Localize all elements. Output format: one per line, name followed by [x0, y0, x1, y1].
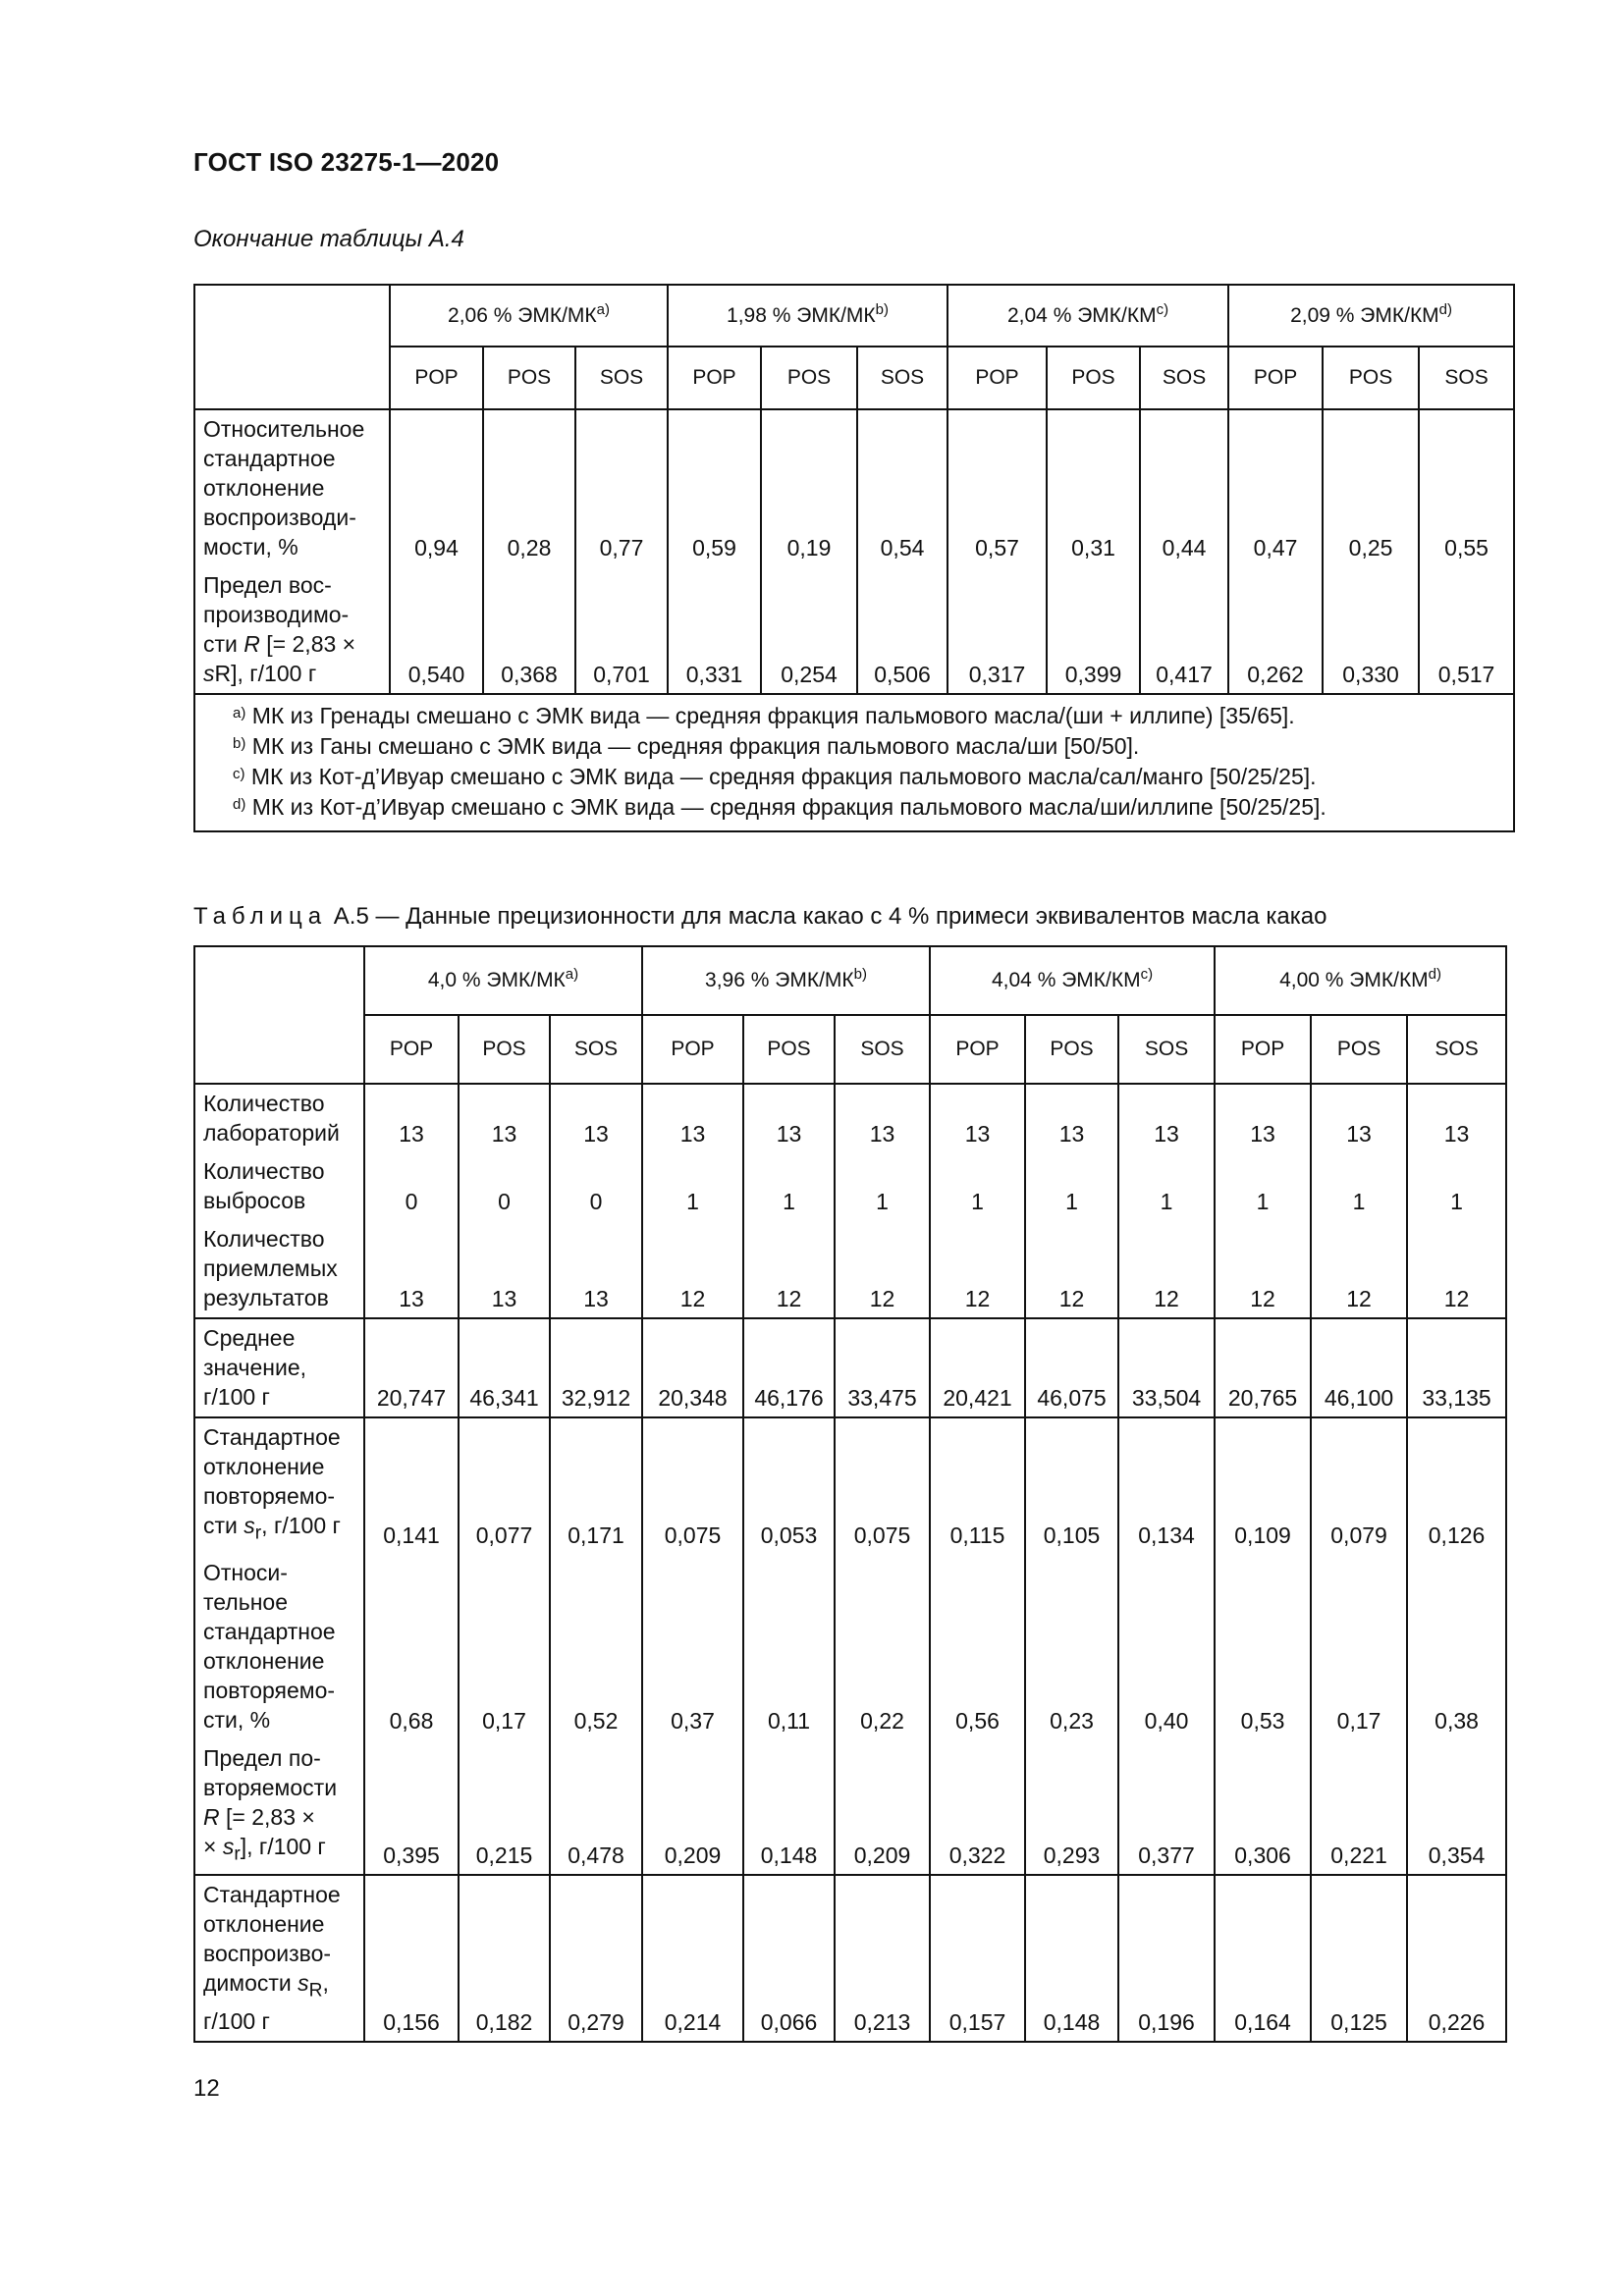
- table-a4-sub-header-row: [194, 347, 1514, 409]
- table-a4-corner-cell: [194, 285, 390, 409]
- value-cell: 0,19: [761, 409, 857, 566]
- value-cell: 0,293: [1025, 1739, 1118, 1876]
- table-a5-sub-header: POS: [1025, 1015, 1118, 1084]
- table-a4-group-header: 2,06 % ЭМК/МК$^{a)}$: [390, 285, 668, 347]
- value-cell: 12: [1407, 1220, 1506, 1318]
- value-cell: 0,213: [835, 1875, 930, 2042]
- value-cell: 0,40: [1118, 1554, 1215, 1739]
- value-cell: 0: [550, 1152, 642, 1220]
- value-cell: 46,100: [1311, 1318, 1407, 1417]
- table-a5-sub-header: SOS: [1407, 1015, 1506, 1084]
- row-label: Количество приемлемых результатов: [194, 1220, 364, 1318]
- value-cell: 13: [459, 1084, 550, 1152]
- table-a5-row: [194, 1220, 1506, 1318]
- value-cell: 13: [1311, 1084, 1407, 1152]
- table-a5-sub-header: POS: [1311, 1015, 1407, 1084]
- value-cell: 0,115: [930, 1417, 1025, 1554]
- value-cell: 0,44: [1140, 409, 1228, 566]
- value-cell: 1: [743, 1152, 835, 1220]
- value-cell: 1: [930, 1152, 1025, 1220]
- value-cell: 13: [459, 1220, 550, 1318]
- table-a5-sub-header: POP: [1215, 1015, 1311, 1084]
- value-cell: 0,157: [930, 1875, 1025, 2042]
- value-cell: 13: [550, 1084, 642, 1152]
- value-cell: 0,57: [947, 409, 1047, 566]
- value-cell: 1: [835, 1152, 930, 1220]
- value-cell: 0,075: [642, 1417, 743, 1554]
- value-cell: 0,226: [1407, 1875, 1506, 2042]
- value-cell: 13: [550, 1220, 642, 1318]
- value-cell: 0,126: [1407, 1417, 1506, 1554]
- value-cell: 13: [1118, 1084, 1215, 1152]
- footnote: $^{b)}$ МК из Ганы смешано с ЭМК вида — средняя фракция пальмового масла/ши [50/50].: [233, 733, 1140, 759]
- table-a4-sub-header: POS: [1323, 347, 1419, 409]
- value-cell: 13: [835, 1084, 930, 1152]
- value-cell: 0,182: [459, 1875, 550, 2042]
- value-cell: 20,348: [642, 1318, 743, 1417]
- value-cell: 0: [459, 1152, 550, 1220]
- value-cell: 13: [364, 1220, 459, 1318]
- value-cell: 0,56: [930, 1554, 1025, 1739]
- value-cell: 0,262: [1228, 566, 1323, 694]
- table-a4-sub-header: POP: [947, 347, 1047, 409]
- table-a5-sub-header: SOS: [550, 1015, 642, 1084]
- document-header: ГОСТ ISO 23275-1—2020: [193, 147, 500, 177]
- table-a5: [193, 945, 1507, 2043]
- value-cell: 20,765: [1215, 1318, 1311, 1417]
- table-a4-group-header: 2,04 % ЭМК/КМ$^{c)}$: [947, 285, 1228, 347]
- table-a4-sub-header: POP: [1228, 347, 1323, 409]
- value-cell: 0,317: [947, 566, 1047, 694]
- value-cell: 0,54: [857, 409, 947, 566]
- value-cell: 12: [835, 1220, 930, 1318]
- table-a5-body: [194, 1084, 1506, 2042]
- value-cell: 13: [930, 1084, 1025, 1152]
- table-a4-footnotes-row: [194, 694, 1514, 831]
- value-cell: 0,053: [743, 1417, 835, 1554]
- row-label: Относительное стандартное отклонение воспроизводи- мости, %: [194, 409, 390, 566]
- table-a5-sub-header: POP: [930, 1015, 1025, 1084]
- value-cell: 0,196: [1118, 1875, 1215, 2042]
- value-cell: 20,747: [364, 1318, 459, 1417]
- row-label: Среднее значение, г/100 г: [194, 1318, 364, 1417]
- table-a4-sub-header: SOS: [857, 347, 947, 409]
- value-cell: 0,17: [1311, 1554, 1407, 1739]
- table-a5-row: [194, 1739, 1506, 1876]
- value-cell: 0,701: [575, 566, 668, 694]
- value-cell: 0,47: [1228, 409, 1323, 566]
- value-cell: 12: [1025, 1220, 1118, 1318]
- value-cell: 33,475: [835, 1318, 930, 1417]
- value-cell: 0,37: [642, 1554, 743, 1739]
- row-label: Предел по- вторяемости R [= 2,83 × × $s_r$], г/100 г: [194, 1739, 364, 1876]
- table-a4-group-header: 1,98 % ЭМК/МК$^{b)}$: [668, 285, 947, 347]
- table-a5-sub-header: SOS: [1118, 1015, 1215, 1084]
- value-cell: 0,22: [835, 1554, 930, 1739]
- value-cell: 0,59: [668, 409, 761, 566]
- table-a4-group-header-row: [194, 285, 1514, 347]
- value-cell: 0,52: [550, 1554, 642, 1739]
- value-cell: 20,421: [930, 1318, 1025, 1417]
- value-cell: 1: [1311, 1152, 1407, 1220]
- value-cell: 0,171: [550, 1417, 642, 1554]
- value-cell: 13: [1025, 1084, 1118, 1152]
- value-cell: 12: [743, 1220, 835, 1318]
- row-label: Стандартное отклонение воспроизво- димости $s_R$, г/100 г: [194, 1875, 364, 2042]
- table-a4-sub-header: POP: [668, 347, 761, 409]
- value-cell: 0,306: [1215, 1739, 1311, 1876]
- value-cell: 12: [930, 1220, 1025, 1318]
- value-cell: 0,377: [1118, 1739, 1215, 1876]
- table-a5-row: [194, 1152, 1506, 1220]
- value-cell: 0,17: [459, 1554, 550, 1739]
- value-cell: 1: [1407, 1152, 1506, 1220]
- value-cell: 0,105: [1025, 1417, 1118, 1554]
- value-cell: 33,504: [1118, 1318, 1215, 1417]
- footnote: $^{a)}$ МК из Гренады смешано с ЭМК вида — средняя фракция пальмового масла/(ши + иллипе) [35/65].: [233, 703, 1295, 728]
- table-a5-sub-header-row: [194, 1015, 1506, 1084]
- value-cell: 32,912: [550, 1318, 642, 1417]
- table-a4-sub-header: SOS: [575, 347, 668, 409]
- value-cell: 0,164: [1215, 1875, 1311, 2042]
- table-a4-sub-header: SOS: [1419, 347, 1514, 409]
- table-a4: [193, 284, 1515, 832]
- value-cell: 0,209: [835, 1739, 930, 1876]
- value-cell: 0,53: [1215, 1554, 1311, 1739]
- value-cell: 0,517: [1419, 566, 1514, 694]
- value-cell: 46,176: [743, 1318, 835, 1417]
- value-cell: 0,417: [1140, 566, 1228, 694]
- value-cell: 0,075: [835, 1417, 930, 1554]
- table-a5-caption: Таблица А.5 — Данные прецизионности для масла какао с 4 % примеси эквивалентов масла какао: [193, 903, 1327, 930]
- table-a5-corner-cell: [194, 946, 364, 1084]
- row-label: Предел вос- производимо- сти R [= 2,83 × sR], г/100 г: [194, 566, 390, 694]
- value-cell: 0,94: [390, 409, 483, 566]
- value-cell: 0,55: [1419, 409, 1514, 566]
- value-cell: 0,215: [459, 1739, 550, 1876]
- value-cell: 0,399: [1047, 566, 1140, 694]
- value-cell: 0: [364, 1152, 459, 1220]
- value-cell: 0,478: [550, 1739, 642, 1876]
- value-cell: 13: [642, 1084, 743, 1152]
- table-a4-sub-header: POS: [1047, 347, 1140, 409]
- value-cell: 13: [743, 1084, 835, 1152]
- value-cell: 0,279: [550, 1875, 642, 2042]
- value-cell: 0,148: [1025, 1875, 1118, 2042]
- table-a4-sub-header: POS: [483, 347, 575, 409]
- value-cell: 0,209: [642, 1739, 743, 1876]
- value-cell: 0,221: [1311, 1739, 1407, 1876]
- value-cell: 12: [1311, 1220, 1407, 1318]
- table-a5-row: [194, 1318, 1506, 1417]
- value-cell: 0,077: [459, 1417, 550, 1554]
- value-cell: 0,77: [575, 409, 668, 566]
- value-cell: 0,148: [743, 1739, 835, 1876]
- value-cell: 1: [1118, 1152, 1215, 1220]
- value-cell: 0,23: [1025, 1554, 1118, 1739]
- value-cell: 0,066: [743, 1875, 835, 2042]
- value-cell: 0,322: [930, 1739, 1025, 1876]
- value-cell: 0,079: [1311, 1417, 1407, 1554]
- value-cell: 13: [1215, 1084, 1311, 1152]
- table-a4-group-header: 2,09 % ЭМК/КМ$^{d)}$: [1228, 285, 1514, 347]
- value-cell: 0,109: [1215, 1417, 1311, 1554]
- value-cell: 12: [642, 1220, 743, 1318]
- value-cell: 1: [642, 1152, 743, 1220]
- value-cell: 0,31: [1047, 409, 1140, 566]
- row-label: Относи- тельное стандартное отклонение повторяемо- сти, %: [194, 1554, 364, 1739]
- table-a5-group-header-row: [194, 946, 1506, 1015]
- row-label: Количество лабораторий: [194, 1084, 364, 1152]
- table-a4-body: [194, 409, 1514, 694]
- value-cell: 0,214: [642, 1875, 743, 2042]
- value-cell: 0,68: [364, 1554, 459, 1739]
- table-a5-group-header: 3,96 % ЭМК/МК$^{b)}$: [642, 946, 930, 1015]
- table-a5-row: [194, 1084, 1506, 1152]
- value-cell: 12: [1118, 1220, 1215, 1318]
- value-cell: 0,331: [668, 566, 761, 694]
- row-label: Количество выбросов: [194, 1152, 364, 1220]
- value-cell: 46,075: [1025, 1318, 1118, 1417]
- value-cell: 33,135: [1407, 1318, 1506, 1417]
- value-cell: 0,11: [743, 1554, 835, 1739]
- value-cell: 0,28: [483, 409, 575, 566]
- value-cell: 0,368: [483, 566, 575, 694]
- value-cell: 0,540: [390, 566, 483, 694]
- value-cell: 0,38: [1407, 1554, 1506, 1739]
- table-a4-sub-header: POP: [390, 347, 483, 409]
- footnote: $^{d)}$ МК из Кот-д’Ивуар смешано с ЭМК вида — средняя фракция пальмового масла/ши/иллипе [50/25/25].: [233, 794, 1326, 820]
- table-a5-sub-header: POP: [364, 1015, 459, 1084]
- table-a5-sub-header: POP: [642, 1015, 743, 1084]
- table-a5-group-header: 4,00 % ЭМК/КМ$^{d)}$: [1215, 946, 1506, 1015]
- table-a5-sub-header: SOS: [835, 1015, 930, 1084]
- value-cell: 0,25: [1323, 409, 1419, 566]
- table-a5-group-header: 4,04 % ЭМК/КМ$^{c)}$: [930, 946, 1215, 1015]
- value-cell: 0,134: [1118, 1417, 1215, 1554]
- table-a5-sub-header: POS: [459, 1015, 550, 1084]
- value-cell: 0,395: [364, 1739, 459, 1876]
- table-a5-sub-header: POS: [743, 1015, 835, 1084]
- value-cell: 1: [1025, 1152, 1118, 1220]
- value-cell: 13: [1407, 1084, 1506, 1152]
- page-number: 12: [193, 2075, 220, 2102]
- table-a4-sub-header: SOS: [1140, 347, 1228, 409]
- table-a4-footnotes: [194, 694, 1514, 831]
- row-label: Стандартное отклонение повторяемо- сти $s_r$, г/100 г: [194, 1417, 364, 1554]
- table-a5-group-header: 4,0 % ЭМК/МК$^{a)}$: [364, 946, 642, 1015]
- value-cell: 13: [364, 1084, 459, 1152]
- value-cell: 0,125: [1311, 1875, 1407, 2042]
- value-cell: 0,254: [761, 566, 857, 694]
- value-cell: 0,330: [1323, 566, 1419, 694]
- value-cell: 0,354: [1407, 1739, 1506, 1876]
- table-a5-row: [194, 1417, 1506, 1554]
- value-cell: 12: [1215, 1220, 1311, 1318]
- value-cell: 46,341: [459, 1318, 550, 1417]
- table-a4-continuation-caption: Окончание таблицы А.4: [193, 226, 464, 252]
- table-a4-row: [194, 409, 1514, 566]
- table-a5-row: [194, 1875, 1506, 2042]
- value-cell: 1: [1215, 1152, 1311, 1220]
- table-a5-row: [194, 1554, 1506, 1739]
- value-cell: 0,506: [857, 566, 947, 694]
- footnote: $^{c)}$ МК из Кот-д’Ивуар смешано с ЭМК вида — средняя фракция пальмового масла/сал/манго [50/25/25].: [233, 764, 1317, 789]
- value-cell: 0,156: [364, 1875, 459, 2042]
- value-cell: 0,141: [364, 1417, 459, 1554]
- table-a4-row: [194, 566, 1514, 694]
- table-a4-sub-header: POS: [761, 347, 857, 409]
